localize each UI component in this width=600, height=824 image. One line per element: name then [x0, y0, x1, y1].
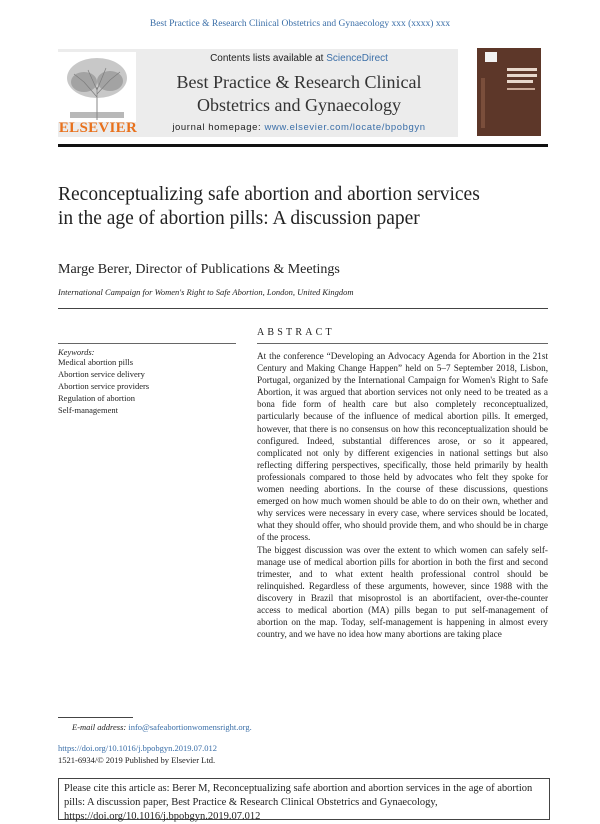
journal-title: Best Practice & Research Clinical Obstetrics and Gynaecology: [176, 72, 422, 115]
abstract-paragraph: The biggest discussion was over the extent to which women can safely self-manage use of medical abortion pills for abortion in both the first and second trimester, and to what extent health professional control should be relinquished. Regardless of these arguments, however, since 1988 with the discovery in Brazil that misoprostol is an abortifacient, over-the-counter access to medical abortion (MA) pills began to put self-management of abortion on the map. Today, self-management is happening in almost every country, and we have no idea how many abortions are taking place: [257, 544, 548, 640]
doi-link[interactable]: https://doi.org/10.1016/j.bpobgyn.2019.07.012: [58, 743, 217, 753]
contents-prefix: Contents lists available at: [210, 53, 327, 64]
keywords-rule: [58, 343, 236, 344]
issn-copyright: 1521-6934/© 2019 Published by Elsevier Ltd.: [58, 755, 216, 765]
keyword-item: Abortion service providers: [58, 381, 150, 391]
keyword-item: Self-management: [58, 405, 118, 415]
abstract-body: [257, 350, 548, 640]
email-label: E-mail address:: [72, 722, 127, 732]
journal-homepage-line: [140, 122, 458, 133]
elsevier-tree-logo: [58, 52, 136, 122]
citation-text: Please cite this article as: Berer M, Reconceptualizing safe abortion and abortion services in the age of abortion pills: A discussion paper, Best Practice & Research Clinical Obstetrics and Gynaecology, https://doi.org/10.1016/j.bpobgyn.2019.07.012: [64, 783, 533, 822]
affiliation: International Campaign for Women's Right to Safe Abortion, London, United Kingdom: [58, 287, 354, 297]
contents-line: [140, 53, 458, 64]
keyword-item: Regulation of abortion: [58, 393, 135, 403]
masthead-rule: [58, 144, 548, 147]
keyword-item: Abortion service delivery: [58, 369, 145, 379]
keyword-item: Medical abortion pills: [58, 357, 134, 367]
author-line: Marge Berer, Director of Publications & Meetings: [58, 262, 340, 277]
email-link[interactable]: info@safeabortionwomensright.org.: [128, 722, 252, 732]
abstract-paragraph: At the conference “Developing an Advocacy Agenda for Abortion in the 21st Century and Making Change Happen” held on 5–7 September 2018, Lisbon, Portugal, organized by the International Campaign for Women's Right to Safe Abortion, it was argued that abortion services not only need to be treated as a bona fide form of health care but also completely reconceptualized, particularly because of the influence of medical abortion pills. It emerged, however, that there is no consensus on how this reconceptualization should be configured. Indeed, substantial differences arose, or so it appeared, complicated not only by different exigencies in national settings but also reflecting differing perspectives, specifically, those held primarily by health professionals compared to those held by advocates who felt they spoke for women needing abortions. In the course of these discussions, questions emerged on how much women should be able to do on their own, whether and why services were necessary in every case, where services should be located, what they should offer, who should provide them, and who should be in charge of the process.: [257, 351, 548, 543]
section-divider: [58, 308, 548, 309]
publisher-wordmark: ELSEVIER: [58, 120, 138, 136]
keywords-list: [58, 356, 149, 416]
email-footnote: [72, 722, 252, 732]
abstract-heading: ABSTRACT: [257, 327, 335, 338]
sciencedirect-link[interactable]: ScienceDirect: [326, 53, 388, 64]
article-title: Reconceptualizing safe abortion and abortion services in the age of abortion pills: A discussion paper: [58, 184, 480, 229]
journal-cover-image: [477, 48, 541, 136]
keywords-heading: Keywords:: [58, 347, 95, 357]
homepage-link[interactable]: www.elsevier.com/locate/bpobgyn: [264, 122, 426, 133]
abstract-rule: [257, 343, 548, 344]
running-header: Best Practice & Research Clinical Obstetrics and Gynaecology xxx (xxxx) xxx: [149, 19, 451, 29]
footnote-rule: [58, 717, 133, 718]
homepage-prefix: journal homepage:: [172, 122, 265, 133]
